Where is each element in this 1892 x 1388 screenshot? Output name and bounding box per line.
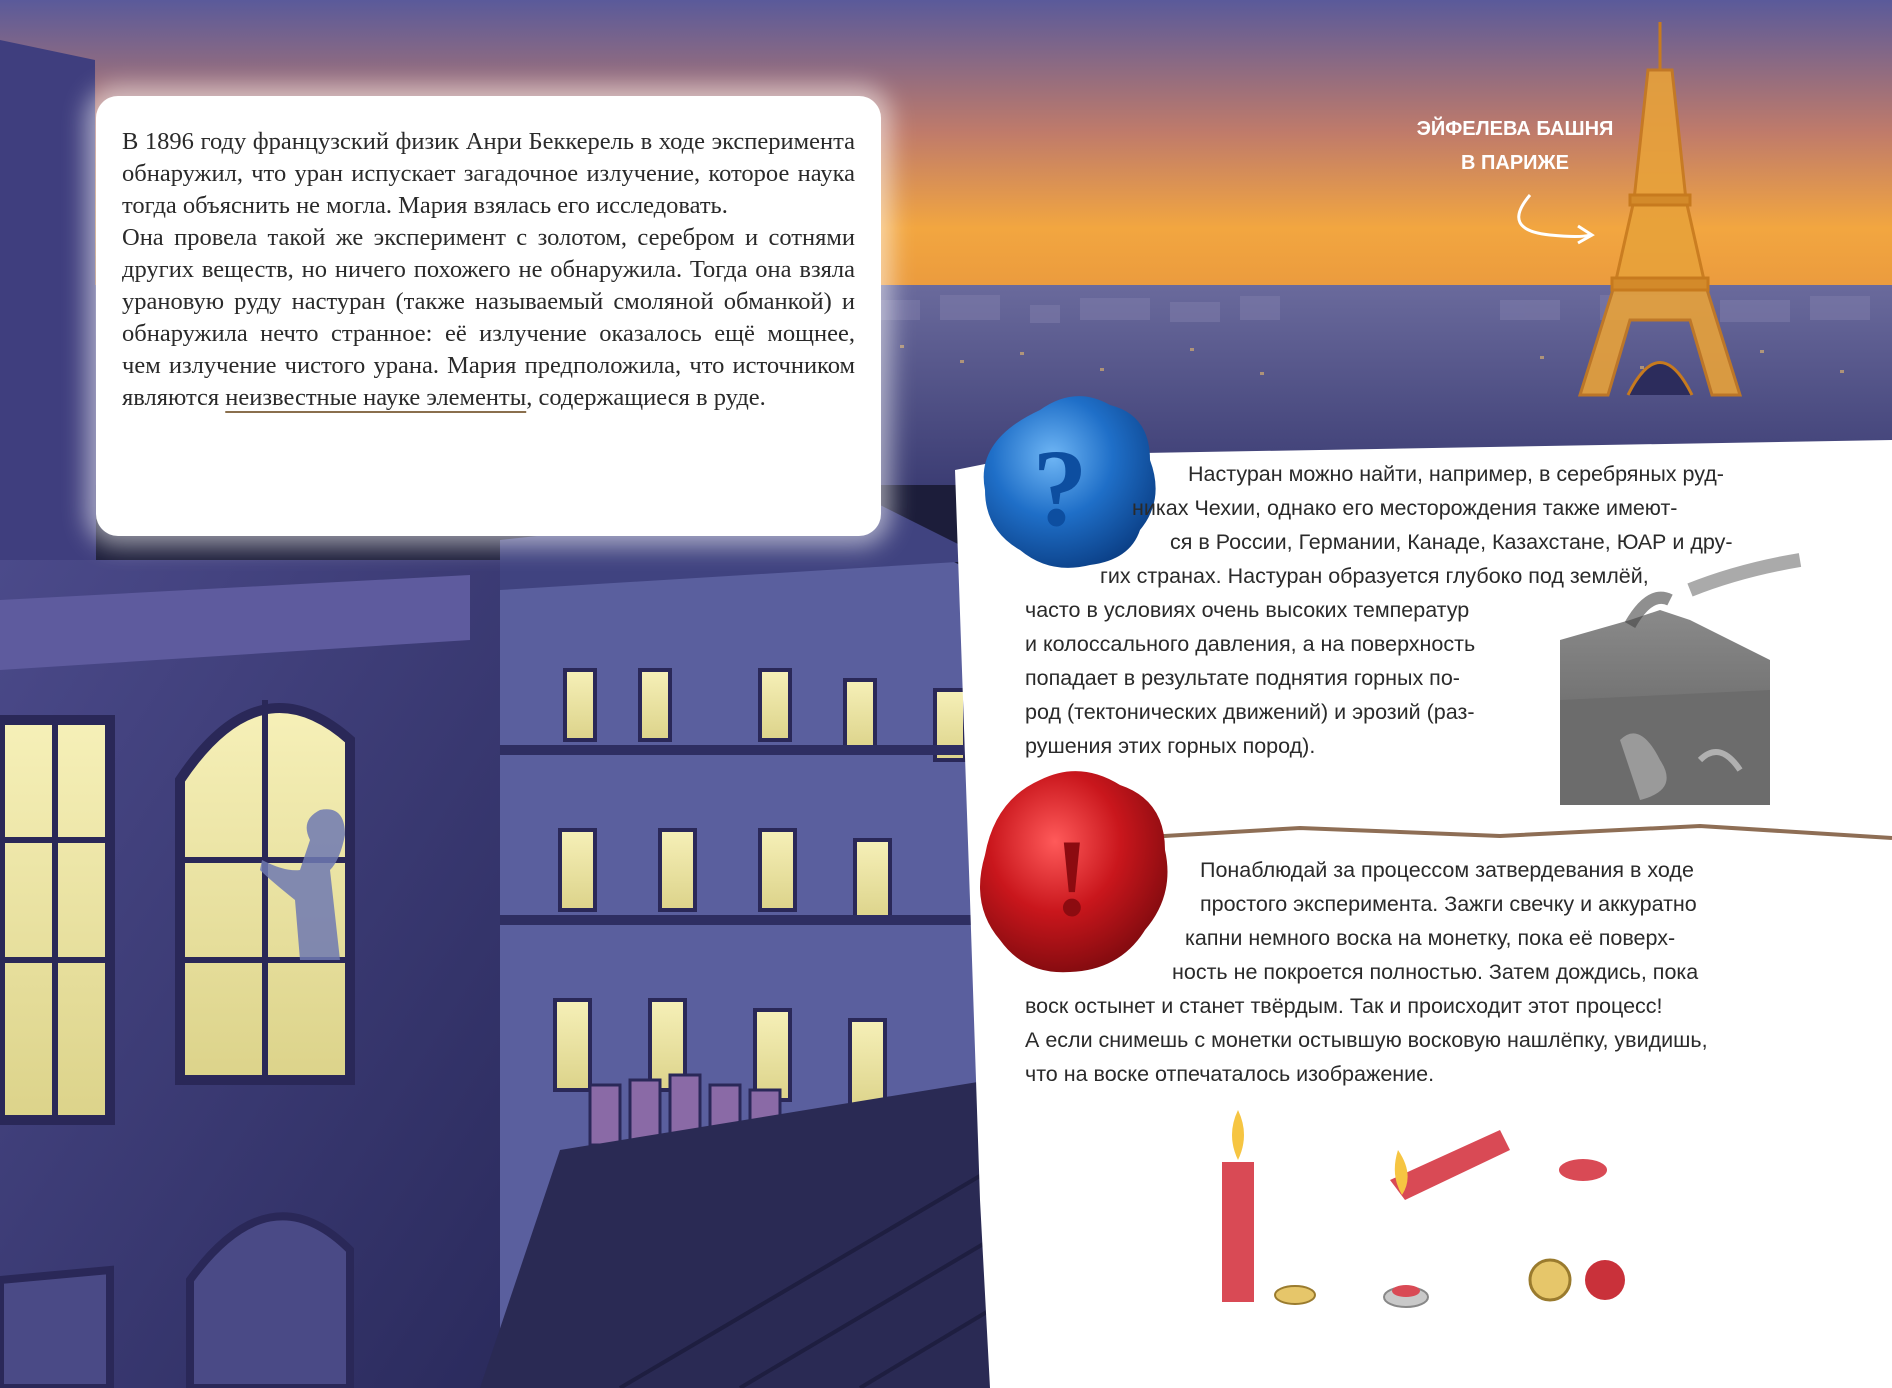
eiffel-tower-label [1380, 112, 1650, 180]
intro-paragraph-2-start: Она провела такой же эксперимент с золотом, серебром и сотнями других веществ, но ничего похожего не обнаружила. Тогда она взяла урановую руду настуран (также называемый смоляной обманкой) и обнаружила нечто странное: её излучение оказалось ещё мощнее, чем излучение чистого урана. Мария предположила, что источником являются [122, 224, 855, 411]
intro-paragraph-2 [122, 222, 855, 414]
exclamation-line: капни немного воска на монетку, пока её поверх- [1185, 926, 1676, 950]
question-line: попадает в результате поднятия горных по- [1025, 666, 1460, 690]
exclamation-line: А если снимешь с монетки остывшую восковую нашлёпку, увидишь, [1025, 1028, 1708, 1052]
intro-paragraph-1: В 1896 году французский физик Анри Беккерель в ходе эксперимента обнаружил, что уран испускает загадочное излучение, которое наука тогда объяснить не могла. Мария взялась его исследовать. [122, 128, 855, 219]
question-line: ся в России, Германии, Канаде, Казахстане, ЮАР и дру- [1170, 530, 1733, 554]
exclamation-line: ность не покроется полностью. Затем дождись, пока [1172, 960, 1699, 984]
intro-text-box [96, 96, 881, 536]
svg-text:!: ! [1053, 817, 1091, 939]
intro-highlight: неизвестные науке элементы [225, 384, 527, 411]
question-line: рушения этих горных пород). [1025, 734, 1316, 758]
eiffel-label-line-2: В ПАРИЖЕ [1461, 152, 1569, 174]
exclamation-line: что на воске отпечаталось изображение. [1025, 1062, 1435, 1086]
exclamation-line: простого эксперимента. Зажги свечку и аккуратно [1200, 892, 1697, 916]
eiffel-label-line-1: ЭЙФЕЛЕВА БАШНЯ [1416, 118, 1614, 140]
exclamation-line: воск остынет и станет твёрдым. Так и происходит этот процесс! [1025, 994, 1663, 1018]
intro-paragraph-2-end: , содержащиеся в руде. [526, 384, 766, 411]
svg-text:?: ? [1032, 427, 1088, 549]
exclamation-line: Понаблюдай за процессом затвердевания в ходе [1200, 858, 1694, 882]
question-line: никах Чехии, однако его месторождения также имеют- [1132, 496, 1678, 520]
question-line: часто в условиях очень высоких температур [1025, 598, 1470, 622]
question-line: и колоссального давления, а на поверхность [1025, 632, 1476, 656]
question-line: гих странах. Настуран образуется глубоко под землёй, [1100, 564, 1649, 588]
question-line: род (тектонических движений) и эрозий (раз- [1025, 700, 1475, 724]
question-line: Настуран можно найти, например, в серебряных руд- [1188, 462, 1724, 486]
